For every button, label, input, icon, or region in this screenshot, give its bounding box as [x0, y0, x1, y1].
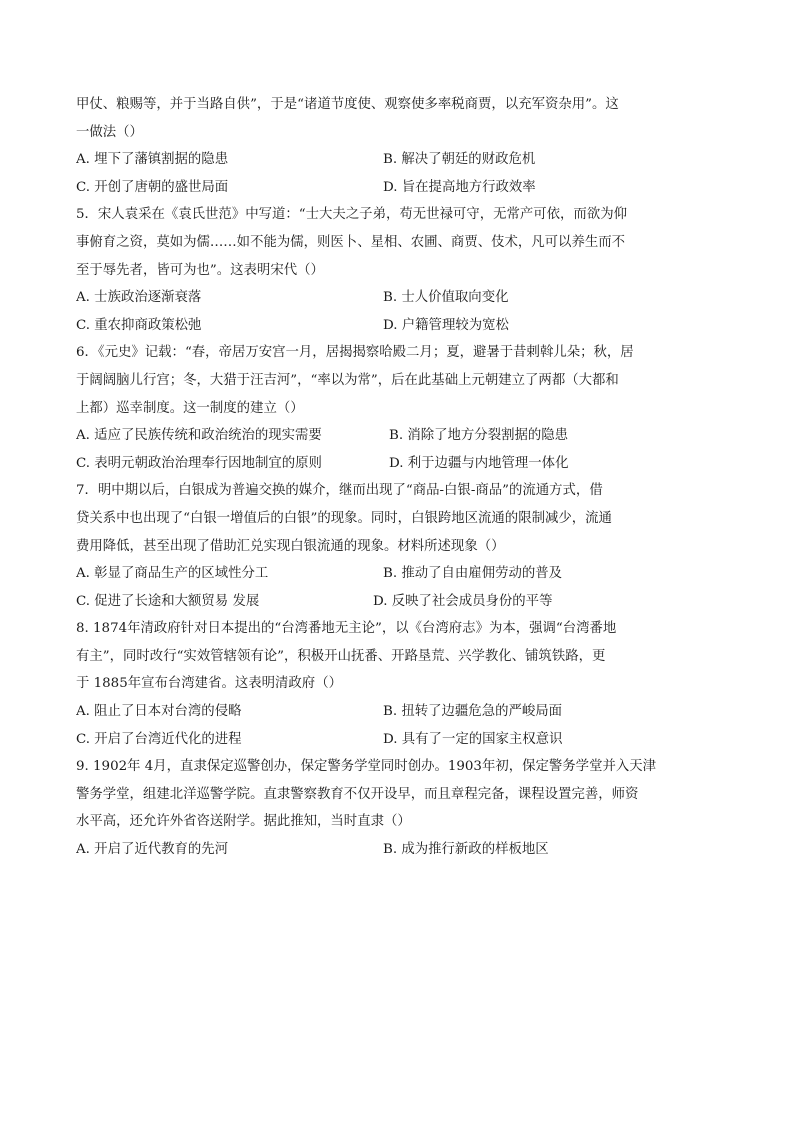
option-b: B. 士人价值取向变化 [383, 290, 509, 306]
question-text-line: 8. 1874年清政府针对日本提出的“台湾番地无主论”，以《台湾府志》为本，强调“台湾番地 [76, 621, 617, 637]
option-d: D. 利于边疆与内地管理一体化 [389, 455, 569, 471]
question-text-line: 9. 1902年 4月，直隶保定巡警创办，保定警务学堂同时创办。1903年初，保定警务学堂并入天津 [76, 759, 657, 775]
exam-content [76, 91, 676, 864]
question-text-line: 事俯育之资，莫如为儒……如不能为儒，则医卜、星相、农圃、商贾、伎术，凡可以养生而不 [76, 234, 626, 250]
options-row [76, 450, 676, 478]
question-6 [76, 339, 676, 477]
option-b: B. 推动了自由雇佣劳动的普及 [383, 566, 563, 582]
option-a: A. 适应了民族传统和政治统治的现实需要 [76, 428, 322, 444]
option-c: C. 表明元朝政治治理奉行因地制宜的原则 [76, 455, 322, 471]
question-text-line: 警务学堂，组建北洋巡警学院。直隶警察教育不仅开设早，而且章程完备，课程设置完善，师资 [76, 786, 639, 802]
question-text-line: 5．宋人袁采在《袁氏世范》中写道：“士大夫之子弟，苟无世禄可守，无常产可依，而欲为仰 [76, 207, 627, 223]
option-d: D. 户籍管理较为宽松 [383, 317, 509, 333]
question-text-line: 甲仗、粮赐等，并于当路自供”，于是“诸道节度使、观察使多率税商贾，以充军资杂用”。这 [76, 97, 619, 112]
option-d: D. 反映了社会成员身份的平等 [373, 593, 553, 609]
question-text-line: 贷关系中也出现了“白银一增值后的白银”的现象。同时，白银跨地区流通的限制减少，流通 [76, 510, 612, 526]
question-text-line: 6．《元史》记载：“春，帝居万安宫一月，居揭揭察哈殿二月；夏，避暑于昔剌斡儿朵；秋，居 [76, 345, 634, 361]
question-7 [76, 477, 676, 615]
option-b: B. 成为推行新政的样板地区 [383, 842, 549, 858]
option-c: C. 促进了长途和大额贸易 发展 [76, 593, 260, 609]
question-4 [76, 91, 676, 201]
options-row [76, 174, 676, 202]
option-d: D. 具有了一定的国家主权意识 [383, 731, 563, 747]
options-row [76, 284, 676, 312]
question-text-line: 水平高，还允许外省咨送附学。据此推知，当时直隶（） [76, 814, 411, 830]
question-text-line: 至于辱先者，皆可为也”。这表明宋代（） [76, 262, 324, 278]
option-a: A. 开启了近代教育的先河 [76, 842, 229, 858]
question-5 [76, 201, 676, 339]
question-text-line: 费用降低，甚至出现了借助汇兑实现白银流通的现象。材料所述现象（） [76, 538, 505, 554]
question-text-line: 有主”，同时改行“实效管辖领有论”，积极开山抚番、开路垦荒、兴学教化、铺筑铁路，更 [76, 648, 606, 664]
option-d: D. 旨在提高地方行政效率 [383, 179, 536, 195]
option-b: B. 解决了朝廷的财政危机 [383, 152, 536, 168]
options-row [76, 588, 676, 616]
options-row [76, 146, 676, 174]
options-row [76, 836, 676, 864]
question-8 [76, 615, 676, 753]
option-c: C. 开创了唐朝的盛世局面 [76, 179, 229, 195]
option-a: A. 彰显了商品生产的区域性分工 [76, 566, 269, 582]
option-b: B. 消除了地方分裂割据的隐患 [389, 428, 569, 444]
option-c: C. 重农抑商政策松弛 [76, 317, 202, 333]
question-9 [76, 753, 676, 863]
option-a: A. 埋下了藩镇割据的隐患 [76, 152, 229, 168]
option-a: A. 阻止了日本对台湾的侵略 [76, 704, 242, 720]
options-row [76, 422, 676, 450]
question-text-line: 7．明中期以后，白银成为普遍交换的媒介，继而出现了“商品-白银-商品”的流通方式，借 [76, 483, 603, 499]
question-text-line: 上都）巡幸制度。这一制度的建立（） [76, 400, 304, 416]
question-text-line: 一做法（） [76, 124, 143, 140]
options-row [76, 560, 676, 588]
options-row [76, 312, 676, 340]
options-row [76, 726, 676, 754]
option-b: B. 扭转了边疆危急的严峻局面 [383, 704, 563, 720]
question-text-line: 于 1885年宣布台湾建省。这表明清政府（） [76, 676, 342, 692]
option-a: A. 士族政治逐渐衰落 [76, 290, 202, 306]
option-c: C. 开启了台湾近代化的进程 [76, 731, 242, 747]
question-text-line: 于阔阔脑儿行宫；冬，大猎于汪吉河”，“率以为常”，后在此基础上元朝建立了两都（大都和 [76, 372, 619, 388]
options-row [76, 698, 676, 726]
